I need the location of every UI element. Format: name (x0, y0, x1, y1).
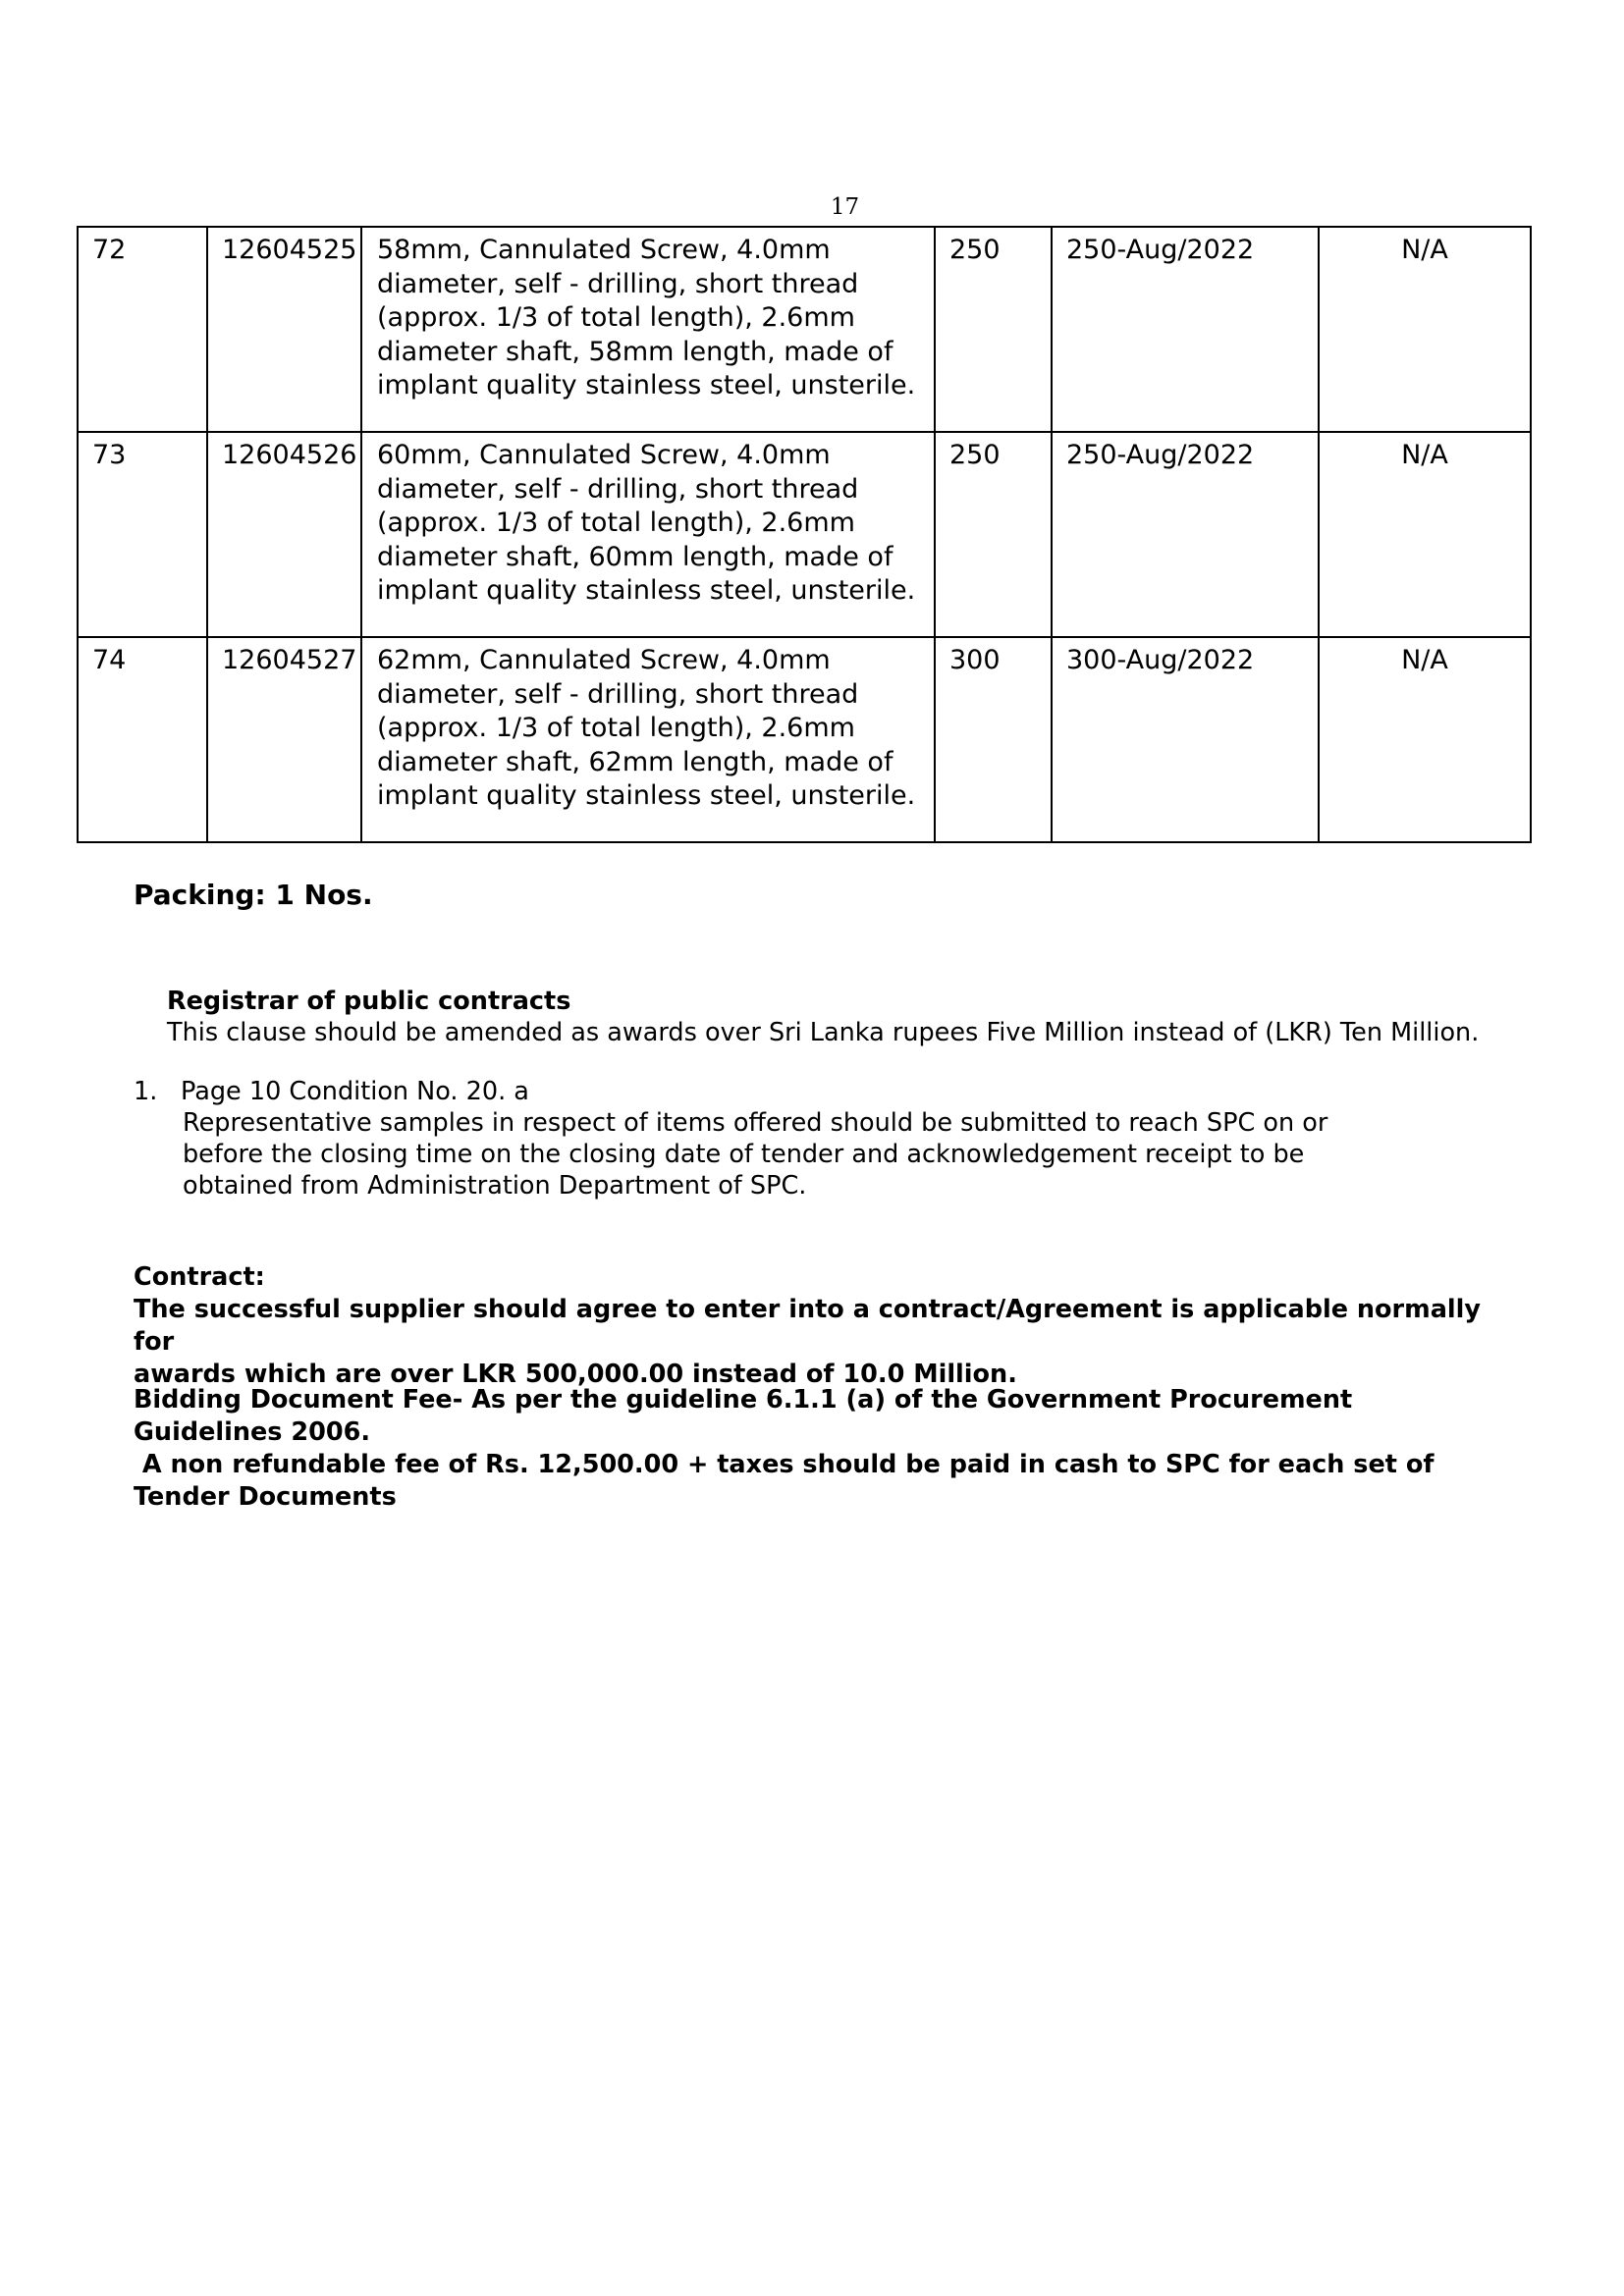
item-description-cell (361, 432, 935, 637)
fee-line: Bidding Document Fee- As per the guideline 6.1.1 (a) of the Government Procurement (134, 1385, 1353, 1415)
page-number: 17 (830, 194, 860, 220)
table-row (78, 227, 1531, 432)
fee-line: Guidelines 2006. (134, 1417, 371, 1447)
condition-section (134, 1076, 1327, 1201)
contract-line: The successful supplier should agree to enter into a contract/Agreement is applicable normally for (134, 1295, 1482, 1357)
condition-line: Representative samples in respect of items offered should be submitted to reach SPC on or (183, 1108, 1328, 1138)
contract-section (134, 1261, 1508, 1391)
description-line: 62mm, Cannulated Screw, 4.0mm (377, 645, 831, 675)
item-description-cell (361, 637, 935, 842)
description-line: diameter, self - drilling, short thread (377, 678, 859, 710)
description-line: implant quality stainless steel, unsterile. (377, 780, 916, 811)
item-number-cell (78, 432, 207, 637)
items-table (77, 226, 1532, 843)
item-code: 12604527 (222, 645, 357, 675)
quantity-cell (935, 432, 1052, 637)
delivery-cell (1052, 227, 1319, 432)
description-line: diameter shaft, 58mm length, made of (377, 336, 893, 367)
description-line: diameter shaft, 62mm length, made of (377, 746, 893, 777)
na-value: N/A (1401, 645, 1448, 675)
registrar-heading: Registrar of public contracts (167, 987, 571, 1016)
bidding-fee-section (134, 1384, 1508, 1514)
registrar-text: This clause should be amended as awards over Sri Lanka rupees Five Million instead of (LKR) Ten Million. (167, 1018, 1480, 1047)
description-line: 58mm, Cannulated Screw, 4.0mm (377, 235, 831, 265)
description-line: diameter, self - drilling, short thread (377, 473, 859, 505)
item-number: 73 (92, 440, 127, 470)
quantity: 300 (949, 645, 1001, 675)
delivery-cell (1052, 432, 1319, 637)
fee-line: A non refundable fee of Rs. 12,500.00 + taxes should be paid in cash to SPC for each set of (134, 1450, 1435, 1479)
description-line: (approx. 1/3 of total length), 2.6mm (377, 302, 855, 333)
fee-line: Tender Documents (134, 1482, 397, 1512)
description-line: (approx. 1/3 of total length), 2.6mm (377, 713, 855, 743)
na-cell (1319, 432, 1531, 637)
condition-line: obtained from Administration Department of SPC. (183, 1171, 807, 1201)
delivery-schedule: 250-Aug/2022 (1066, 235, 1255, 265)
item-number-cell (78, 637, 207, 842)
item-code-cell (207, 227, 361, 432)
delivery-cell (1052, 637, 1319, 842)
item-code-cell (207, 432, 361, 637)
delivery-schedule: 300-Aug/2022 (1066, 645, 1255, 675)
item-description (362, 439, 934, 609)
quantity: 250 (949, 440, 1001, 470)
table-row (78, 432, 1531, 637)
item-description (362, 234, 934, 403)
quantity: 250 (949, 235, 1001, 265)
item-code: 12604525 (222, 235, 357, 265)
item-number: 72 (92, 235, 127, 265)
description-line: diameter shaft, 60mm length, made of (377, 541, 893, 572)
quantity-cell (935, 637, 1052, 842)
item-description-cell (361, 227, 935, 432)
na-value: N/A (1401, 235, 1448, 265)
description-line: implant quality stainless steel, unsterile. (377, 370, 916, 400)
item-number-cell (78, 227, 207, 432)
item-description (362, 644, 934, 814)
table-row (78, 637, 1531, 842)
condition-line: before the closing time on the closing date of tender and acknowledgement receipt to be (183, 1140, 1305, 1169)
contract-line: awards which are over LKR 500,000.00 instead of 10.0 Million. (134, 1360, 1017, 1389)
contract-heading: Contract: (134, 1262, 265, 1292)
na-value: N/A (1401, 440, 1448, 470)
description-line: (approx. 1/3 of total length), 2.6mm (377, 507, 855, 538)
na-cell (1319, 227, 1531, 432)
description-line: implant quality stainless steel, unsterile. (377, 575, 916, 606)
delivery-schedule: 250-Aug/2022 (1066, 440, 1255, 470)
packing-note: Packing: 1 Nos. (134, 879, 373, 911)
description-line: 60mm, Cannulated Screw, 4.0mm (377, 440, 831, 470)
quantity-cell (935, 227, 1052, 432)
condition-number: 1. (134, 1077, 158, 1106)
na-cell (1319, 637, 1531, 842)
item-number: 74 (92, 645, 127, 675)
condition-title: Page 10 Condition No. 20. a (181, 1077, 529, 1106)
description-line: diameter, self - drilling, short thread (377, 268, 859, 299)
item-code: 12604526 (222, 440, 357, 470)
item-code-cell (207, 637, 361, 842)
registrar-section (167, 986, 1479, 1048)
